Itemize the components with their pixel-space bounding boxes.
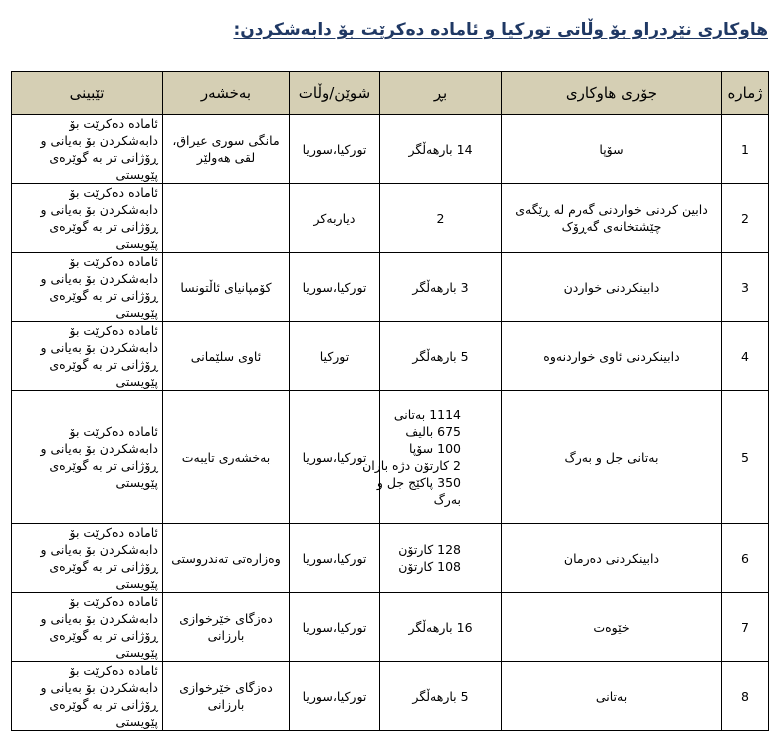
cell-place: تورکیا،سوریا	[290, 253, 380, 322]
cell-quantity	[380, 253, 502, 322]
cell-type: بەتانی	[502, 662, 722, 731]
cell-note: ئامادە دەکرێت بۆ دابەشکردن بۆ بەیانی و ڕۆژانی تر بە گوێرەی پێویستی	[12, 253, 163, 322]
quantity-line: 14 بارهەڵگر	[408, 141, 473, 157]
cell-note: ئامادە دەکرێت بۆ دابەشکردن بۆ بەیانی و ڕۆژانی تر بە گوێرەی پێویستی	[12, 524, 163, 593]
quantity-line: 5 بارهەڵگر	[412, 688, 469, 704]
cell-quantity	[380, 115, 502, 184]
header-quantity: بڕ	[380, 72, 502, 115]
cell-place: تورکیا،سوریا	[290, 593, 380, 662]
cell-number: 2	[722, 184, 769, 253]
table-row	[12, 253, 769, 322]
cell-donor: وەزارەتی تەندروستی	[163, 524, 290, 593]
quantity-line: 16 بارهەڵگر	[408, 619, 473, 635]
cell-number: 4	[722, 322, 769, 391]
quantity-line: 128 کارتۆن	[398, 542, 461, 557]
cell-type: دابین کردنی خواردنی گەرم لە ڕێگەی چێشتخانەی گەڕۆک	[502, 184, 722, 253]
table-row	[12, 593, 769, 662]
cell-number: 7	[722, 593, 769, 662]
cell-place: تورکیا،سوریا	[290, 524, 380, 593]
cell-type: دابینکردنی دەرمان	[502, 524, 722, 593]
table-header-row	[12, 72, 769, 115]
cell-number: 5	[722, 391, 769, 524]
cell-quantity	[380, 593, 502, 662]
cell-note: ئامادە دەکرێت بۆ دابەشکردن بۆ بەیانی و ڕۆژانی تر بە گوێرەی پێویستی	[12, 322, 163, 391]
cell-type: بەتانی جل و بەرگ	[502, 391, 722, 524]
cell-note: ئامادە دەکرێت بۆ دابەشکردن بۆ بەیانی و ڕۆژانی تر بە گوێرەی پێویستی	[12, 115, 163, 184]
cell-place: تورکیا	[290, 322, 380, 391]
cell-note: ئامادە دەکرێت بۆ دابەشکردن بۆ بەیانی و ڕۆژانی تر بە گوێرەی پێویستی	[12, 391, 163, 524]
quantity-line: 1114 بەتانی	[393, 407, 461, 422]
header-donor: بەخشەر	[163, 72, 290, 115]
cell-type: خێوەت	[502, 593, 722, 662]
cell-quantity	[380, 184, 502, 253]
page-title: هاوکاری نێردراو بۆ وڵاتی تورکیا و ئامادە دەکرێت بۆ دابەشکردن:	[233, 20, 768, 40]
cell-note: ئامادە دەکرێت بۆ دابەشکردن بۆ بەیانی و ڕۆژانی تر بە گوێرەی پێویستی	[12, 593, 163, 662]
cell-quantity	[380, 662, 502, 731]
cell-number: 6	[722, 524, 769, 593]
cell-type: دابینکردنی خواردن	[502, 253, 722, 322]
quantity-line: 2 کارتۆن دژە باران	[362, 458, 461, 473]
cell-number: 8	[722, 662, 769, 731]
quantity-line: 2	[436, 210, 445, 226]
cell-donor: کۆمپانیای ئاڵتونسا	[163, 253, 290, 322]
cell-donor: مانگی سوری عیراق، لقی هەولێر	[163, 115, 290, 184]
quantity-line: 5 بارهەڵگر	[412, 348, 469, 364]
cell-donor: دەزگای خێرخوازی بارزانی	[163, 593, 290, 662]
quantity-line: 675 بالیف	[405, 424, 461, 439]
cell-number: 3	[722, 253, 769, 322]
cell-number: 1	[722, 115, 769, 184]
table-row	[12, 115, 769, 184]
header-number: ژمارە	[722, 72, 769, 115]
cell-place: تورکیا،سوریا	[290, 662, 380, 731]
cell-quantity	[380, 322, 502, 391]
table-row	[12, 391, 769, 524]
cell-type: دابینکردنی ئاوی خواردنەوە	[502, 322, 722, 391]
table-row	[12, 322, 769, 391]
cell-type: سۆپا	[502, 115, 722, 184]
table-row	[12, 524, 769, 593]
quantity-line: 3 بارهەڵگر	[412, 279, 469, 295]
quantity-line: 100 سۆپا	[408, 441, 461, 456]
header-place: شوێن/وڵات	[290, 72, 380, 115]
header-type: جۆری هاوکاری	[502, 72, 722, 115]
cell-note: ئامادە دەکرێت بۆ دابەشکردن بۆ بەیانی و ڕۆژانی تر بە گوێرەی پێویستی	[12, 184, 163, 253]
cell-place: دیاربەکر	[290, 184, 380, 253]
cell-quantity	[380, 524, 502, 593]
aid-table	[11, 71, 769, 731]
cell-donor: ئاوی سلێمانی	[163, 322, 290, 391]
quantity-line: 108 کارتۆن	[398, 559, 461, 574]
cell-donor	[163, 184, 290, 253]
table-row	[12, 662, 769, 731]
header-note: تێبینی	[12, 72, 163, 115]
quantity-line: بەرگ	[433, 492, 461, 507]
cell-quantity	[362, 391, 502, 524]
cell-donor: دەزگای خێرخوازی بارزانی	[163, 662, 290, 731]
cell-donor: بەخشەری تایبەت	[163, 391, 290, 524]
table-row	[12, 184, 769, 253]
quantity-line: 350 پاکێج جل و	[376, 475, 461, 490]
cell-place: تورکیا،سوریا	[290, 391, 380, 524]
cell-note: ئامادە دەکرێت بۆ دابەشکردن بۆ بەیانی و ڕۆژانی تر بە گوێرەی پێویستی	[12, 662, 163, 731]
cell-place: تورکیا،سوریا	[290, 115, 380, 184]
